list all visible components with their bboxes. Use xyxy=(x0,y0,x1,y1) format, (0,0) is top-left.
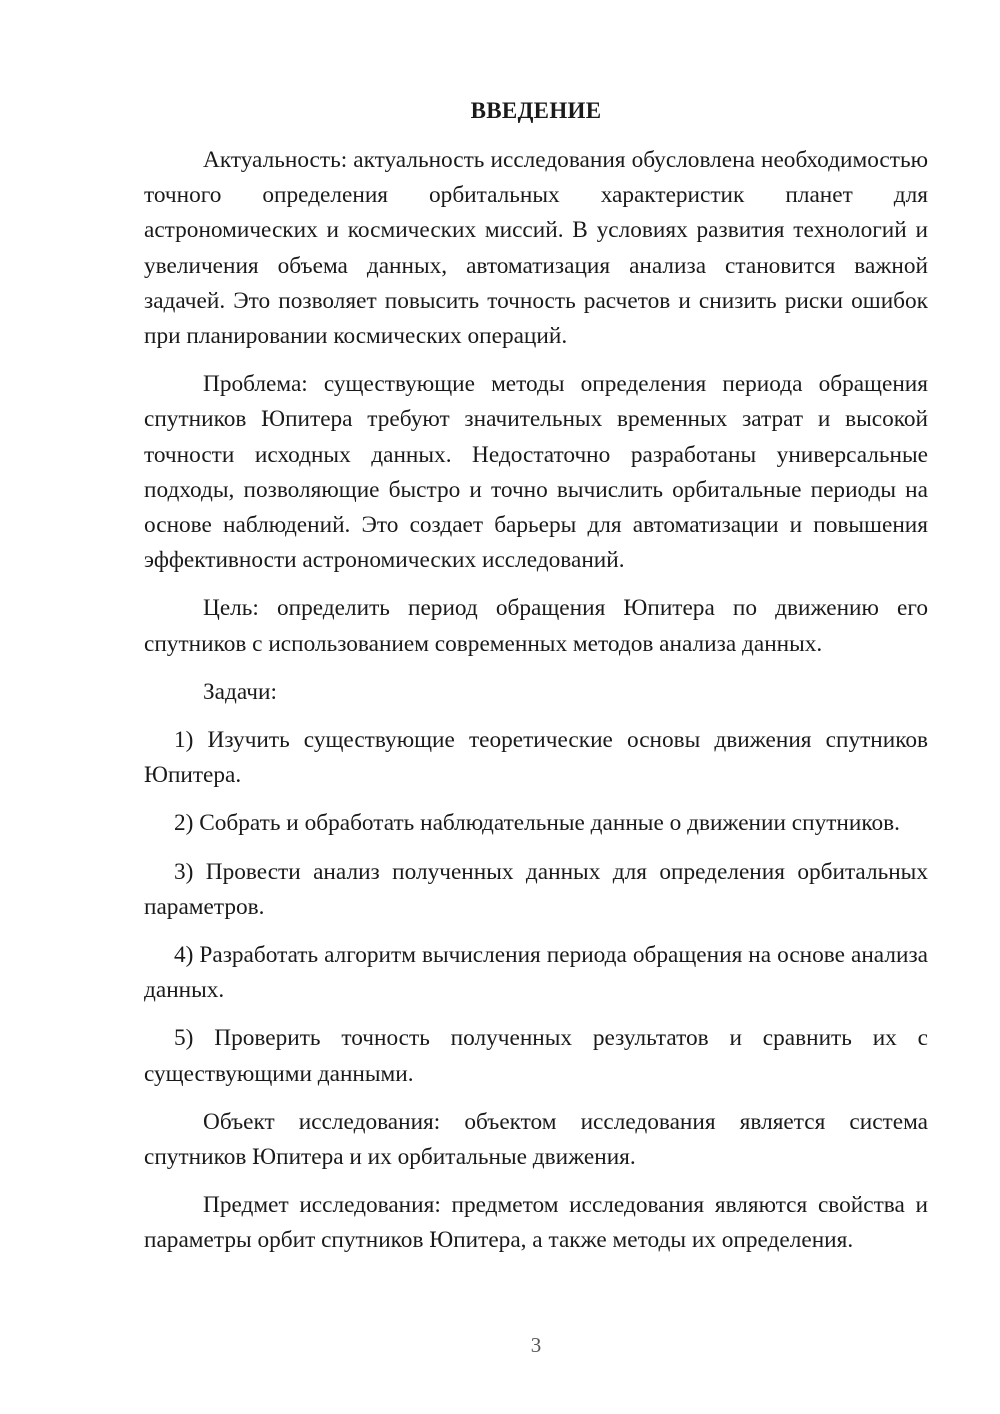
paragraph-subject: Предмет исследования: предметом исследования являются свойства и параметры орбит спутников Юпитера, а также методы их определения. xyxy=(144,1192,928,1254)
document-body xyxy=(144,143,928,1272)
task-item-4: 4) Разработать алгоритм вычисления периода обращения на основе анализа данных. xyxy=(144,942,928,1004)
paragraph-relevance: Актуальность: актуальность исследования обусловлена необходимостью точного определения орбитальных характеристик планет для астрономических и космических миссий. В условиях развития технологий и увеличения объема данных, автоматизация анализа становится важной задачей. Это позволяет повысить точность расчетов и снизить риски ошибок при планировании космических операций. xyxy=(144,147,928,350)
task-item-1: 1) Изучить существующие теоретические основы движения спутников Юпитера. xyxy=(144,727,928,789)
paragraph-problem: Проблема: существующие методы определения периода обращения спутников Юпитера требуют значительных временных затрат и высокой точности исходных данных. Недостаточно разработаны универсальные подходы, позволяющие быстро и точно вычислить орбитальные периоды на основе наблюдений. Это создает барьеры для автоматизации и повышения эффективности астрономических исследований. xyxy=(144,371,928,574)
paragraph-tasks-heading: Задачи: xyxy=(203,678,277,705)
task-item-3: 3) Провести анализ полученных данных для определения орбитальных параметров. xyxy=(144,858,928,920)
task-item-2: 2) Собрать и обработать наблюдательные данные о движении спутников. xyxy=(174,810,900,837)
paragraph-object: Объект исследования: объектом исследования является система спутников Юпитера и их орбитальные движения. xyxy=(144,1108,928,1171)
paragraph-goal: Цель: определить период обращения Юпитера по движению его спутников с использованием современных методов анализа данных. xyxy=(144,595,928,657)
page-title: ВВЕДЕНИЕ xyxy=(470,98,602,123)
task-item-5: 5) Проверить точность полученных результатов и сравнить их с существующими данными. xyxy=(144,1025,928,1087)
page-number: 3 xyxy=(530,1333,542,1357)
